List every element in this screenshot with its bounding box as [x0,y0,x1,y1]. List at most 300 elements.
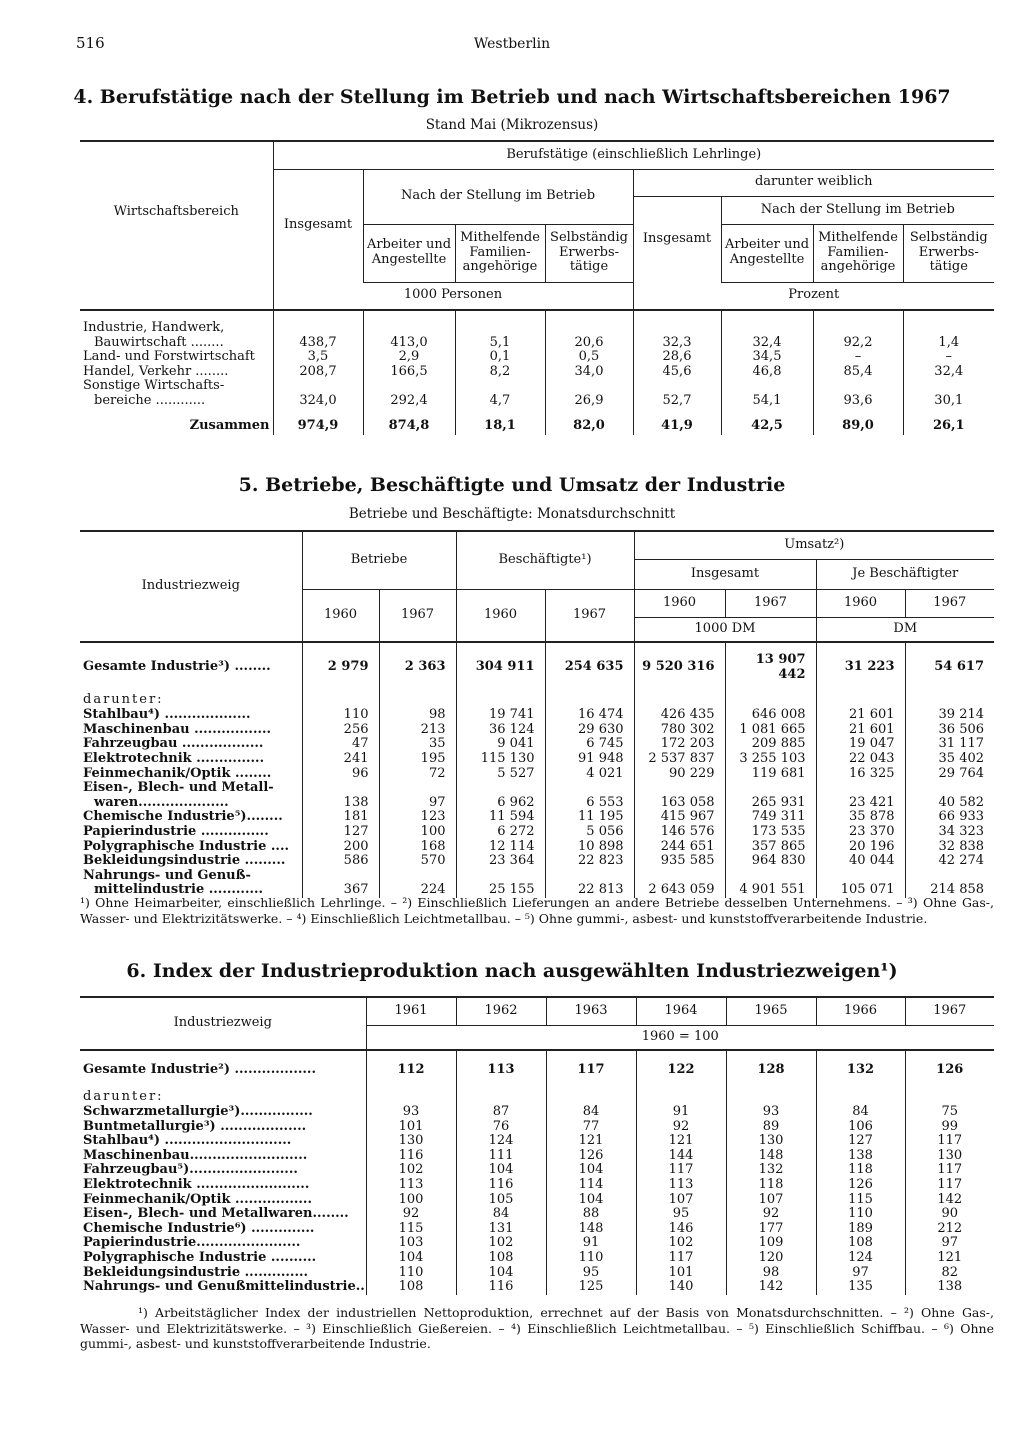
t4-empty-cell [633,321,721,336]
t5-header-year: 1960 [634,589,725,617]
t5-cell: 5 527 [456,767,545,782]
t5-cell: 265 931 [725,796,816,811]
t4-gap-cell [363,409,455,419]
t6-row-label: Eisen-, Blech- und Metallwaren........ [83,1207,349,1222]
t4-table-row [80,336,994,351]
t5-cell: 415 967 [634,810,725,825]
t5-table-row [80,767,994,782]
page-number: 516 [76,34,105,52]
t5-cell: 40 044 [816,854,905,869]
t6-total-row [80,1061,994,1079]
t6-empty-cell [366,1089,456,1105]
t4-table-row [80,394,994,409]
t5-cell: 34 323 [905,825,994,840]
t5-cell: 935 585 [634,854,725,869]
t4-empty-cell [545,321,633,336]
t6-cell: 93 [366,1105,456,1120]
t5-cell: 21 601 [816,708,905,723]
t5-cell: 23 364 [456,854,545,869]
t4-cell: 5,1 [455,336,545,351]
t6-table-row [80,1163,994,1178]
t4-header-insgesamt-w: Insgesamt [633,196,721,282]
t6-row-label: Nahrungs- und Genußmittelindustrie.. [83,1280,365,1295]
t6-row-label: Schwarzmetallurgie³)................ [83,1105,313,1119]
t5-cell [634,869,725,884]
t5-row-label: mittelindustrie ............ [94,883,264,898]
t6-cell: 177 [726,1222,816,1237]
t6-row-label: Bekleidungsindustrie .............. [83,1265,309,1280]
t5-cell: 36 506 [905,723,994,738]
t6-empty-cell [905,1089,994,1105]
t5-cell: 35 878 [816,810,905,825]
t4-row-label-line1: Industrie, Handwerk, [83,321,225,335]
t6-cell: 108 [366,1280,456,1295]
t6-cell: 104 [366,1251,456,1266]
t5-table-row [80,752,994,767]
t4-total-cell: 42,5 [721,419,813,435]
t5-cell: 25 155 [456,883,545,898]
t6-total-cell: 113 [456,1061,546,1079]
t5-empty-cell [456,692,545,708]
t4-header-arbeiter-w: Arbeiter und Angestellte [721,224,813,282]
t5-table-row [80,737,994,752]
t5-cell [302,781,379,796]
t6-cell: 140 [636,1280,726,1295]
t5-cell [379,781,456,796]
t5-header-year: 1967 [379,589,456,642]
t6-total-cell: 117 [546,1061,636,1079]
t6-cell: 109 [726,1236,816,1251]
t6-cell: 92 [636,1120,726,1135]
t5-cell: 224 [379,883,456,898]
t4-gap-cell [545,409,633,419]
t5-cell: 780 302 [634,723,725,738]
t4-unit-percent: Prozent [633,282,994,310]
t6-cell: 118 [726,1178,816,1193]
t5-row-label: Nahrungs- und Genuß- [83,868,251,883]
t6-cell: 146 [636,1222,726,1237]
t6-cell: 104 [456,1163,546,1178]
t5-gap-cell [545,682,634,692]
t6-cell: 126 [546,1149,636,1164]
t5-header-year: 1967 [545,589,634,642]
t6-table-row [80,1178,994,1193]
t5-table-row [80,854,994,869]
t5-row-label: Polygraphische Industrie .... [83,839,290,854]
t5-gap-cell [379,682,456,692]
t6-cell: 104 [546,1193,636,1208]
t6-cell: 101 [636,1266,726,1281]
t5-cell: 39 214 [905,708,994,723]
t4-empty-cell [903,379,994,394]
t6-table-row [80,1207,994,1222]
t4-cell: 54,1 [721,394,813,409]
t4-cell: 85,4 [813,365,903,380]
table4-title: 4. Berufstätige nach der Stellung im Betrieb und nach Wirtschaftsbereichen 1967 [73,86,951,108]
t5-cell: 42 274 [905,854,994,869]
t5-cell: 749 311 [725,810,816,825]
t5-cell: 119 681 [725,767,816,782]
t5-cell: 31 117 [905,737,994,752]
t6-total-cell: 122 [636,1061,726,1079]
t6-gap-cell [546,1079,636,1089]
t5-total-cell: 254 635 [545,653,634,682]
t6-cell: 104 [546,1163,636,1178]
t5-cell: 570 [379,854,456,869]
t5-table-row [80,796,994,811]
t5-darunter-row [80,692,994,708]
t5-cell: 47 [302,737,379,752]
t5-cell: 1 081 665 [725,723,816,738]
t6-cell: 125 [546,1280,636,1295]
t4-empty-cell [455,379,545,394]
t4-cell: 0,1 [455,350,545,365]
t6-empty-cell [636,1089,726,1105]
t5-cell: 105 071 [816,883,905,898]
t5-total-cell: 31 223 [816,653,905,682]
t4-cell: 20,6 [545,336,633,351]
t5-cell [545,781,634,796]
t6-cell: 102 [456,1236,546,1251]
t4-row-label-line2: bereiche ............ [94,393,206,408]
t6-cell: 97 [905,1236,994,1251]
t4-empty-cell [363,321,455,336]
t6-cell: 212 [905,1222,994,1237]
t6-total-cell: 112 [366,1061,456,1079]
t5-cell: 90 229 [634,767,725,782]
t5-cell: 3 255 103 [725,752,816,767]
t6-base: 1960 = 100 [366,1025,994,1050]
t5-gap-cell [725,682,816,692]
t5-row-label: waren.................... [94,795,229,810]
t5-cell: 6 553 [545,796,634,811]
running-head: Westberlin [473,36,551,52]
t4-cell: 0,5 [545,350,633,365]
t5-cell: 357 865 [725,840,816,855]
t5-gap [80,682,994,692]
t6-table-row [80,1280,994,1295]
t4-cell: 52,7 [633,394,721,409]
t5-row-label: Papierindustrie ............... [83,824,269,839]
t6-table-row [80,1105,994,1120]
t5-cell: 138 [302,796,379,811]
t6-gap-cell [80,1079,366,1089]
t6-table-row [80,1266,994,1281]
t5-table-row [80,869,994,884]
t6-cell: 92 [726,1207,816,1222]
t6-cell: 121 [636,1134,726,1149]
t6-cell: 115 [366,1222,456,1237]
t5-row-label: Stahlbau⁴) ................... [83,708,251,723]
t6-cell: 103 [366,1236,456,1251]
t5-cell: 16 325 [816,767,905,782]
t4-table-row [80,365,994,380]
t4-cell: 45,6 [633,365,721,380]
t4-cell: 32,4 [721,336,813,351]
t5-cell: 100 [379,825,456,840]
t6-row-label: Stahlbau⁴) ............................ [83,1134,292,1149]
t6-header-year: 1963 [546,997,636,1025]
t6-row-label: Feinmechanik/Optik ................. [83,1192,312,1207]
t5-header-year: 1960 [456,589,545,642]
t4-cell: 34,5 [721,350,813,365]
t6-cell: 110 [546,1251,636,1266]
t4-empty-cell [721,379,813,394]
t6-table-row [80,1120,994,1135]
t6-empty-cell [456,1089,546,1105]
t5-cell: 40 582 [905,796,994,811]
t6-header-year: 1967 [905,997,994,1025]
t5-cell: 426 435 [634,708,725,723]
t6-cell: 107 [636,1193,726,1208]
t5-cell: 72 [379,767,456,782]
t4-header-selbst: Selbständig Erwerbs-tätige [545,224,633,282]
t6-cell: 84 [816,1105,905,1120]
t5-cell: 19 741 [456,708,545,723]
t5-header-branch: Industriezweig [80,531,302,642]
t4-cell: 324,0 [273,394,363,409]
t5-total-row [80,653,994,682]
t6-cell: 98 [726,1266,816,1281]
t6-total-cell: 128 [726,1061,816,1079]
t4-header-selbst-w: Selbständig Erwerbs-tätige [903,224,994,282]
t5-unit-1000dm: 1000 DM [634,617,816,642]
t5-table-row [80,825,994,840]
t5-cell: 115 130 [456,752,545,767]
t5-header-betriebe: Betriebe [302,531,456,589]
t5-cell [545,869,634,884]
t6-cell: 124 [456,1134,546,1149]
table6 [80,996,994,1295]
t6-gap-cell [366,1079,456,1089]
t6-row-label: Maschinenbau.......................... [83,1148,308,1163]
t5-cell [905,781,994,796]
t4-row-label [80,321,994,336]
t6-gap-cell [905,1079,994,1089]
t4-empty-cell [545,379,633,394]
t5-cell: 29 764 [905,767,994,782]
t6-header-year: 1966 [816,997,905,1025]
t6-cell: 107 [726,1193,816,1208]
t5-cell: 16 474 [545,708,634,723]
t4-gap-cell [455,409,545,419]
t6-cell: 95 [636,1207,726,1222]
t5-cell: 6 962 [456,796,545,811]
t5-cell: 256 [302,723,379,738]
t6-row-label: Fahrzeugbau⁵)........................ [83,1163,298,1178]
t4-cell: 28,6 [633,350,721,365]
t4-unit-persons: 1000 Personen [273,282,633,310]
t6-row-label: Chemische Industrie⁶) .............. [83,1221,315,1236]
t5-cell: 123 [379,810,456,825]
t6-empty-cell [546,1089,636,1105]
t6-cell: 99 [905,1120,994,1135]
t4-total-cell: 874,8 [363,419,455,435]
t5-cell: 23 370 [816,825,905,840]
t5-cell: 6 745 [545,737,634,752]
t5-cell: 646 008 [725,708,816,723]
t6-cell: 90 [905,1207,994,1222]
t5-cell [905,869,994,884]
t4-gap [80,409,994,419]
t5-header-insgesamt: Insgesamt [634,559,816,589]
t4-cell: 26,9 [545,394,633,409]
t6-cell: 113 [366,1178,456,1193]
t5-total-cell: 9 520 316 [634,653,725,682]
t5-row-label: Eisen-, Blech- und Metall- [83,781,274,796]
t6-cell: 110 [366,1266,456,1281]
t6-cell: 95 [546,1266,636,1281]
t5-cell: 213 [379,723,456,738]
table5-footnote: ¹) Ohne Heimarbeiter, einschließlich Lehrlinge. – ²) Einschließlich Lieferungen an andere Betriebe desselben Unternehmens. – ³) Ohne Gas-, Wasser- und Elektrizitätswerke. – ⁴) Einschließlich Leichtmetallbau. – ⁵) Ohne gummi-, asbest- und kunststoffverarbeitende Industrie. [80,895,994,926]
t5-cell: 209 885 [725,737,816,752]
t6-cell: 132 [726,1163,816,1178]
t5-cell: 22 043 [816,752,905,767]
t6-total-cell: 132 [816,1061,905,1079]
t5-empty-cell [725,692,816,708]
t6-cell: 104 [456,1266,546,1281]
t5-empty-cell [302,692,379,708]
t5-empty-cell [634,692,725,708]
t6-cell: 108 [456,1251,546,1266]
t5-cell: 181 [302,810,379,825]
t6-cell: 130 [905,1149,994,1164]
t4-cell: 46,8 [721,365,813,380]
t5-cell: 367 [302,883,379,898]
t4-total-cell: 26,1 [903,419,994,435]
t4-cell: – [903,350,994,365]
t5-cell: 244 651 [634,840,725,855]
t4-gap-cell [903,409,994,419]
t5-row-label: Bekleidungsindustrie ......... [83,854,286,869]
t5-cell [634,781,725,796]
t5-gap-cell [302,682,379,692]
t4-gap-cell [721,409,813,419]
t4-total-label: Zusammen [189,418,270,434]
t6-header-year: 1964 [636,997,726,1025]
t4-cell: 93,6 [813,394,903,409]
t5-cell: 20 196 [816,840,905,855]
t4-empty-cell [455,321,545,336]
t5-cell: 96 [302,767,379,782]
t6-table-row [80,1251,994,1266]
t6-cell: 121 [546,1134,636,1149]
t4-header-arbeiter: Arbeiter und Angestellte [363,224,455,282]
t6-cell: 110 [816,1207,905,1222]
table5-title: 5. Betriebe, Beschäftigte und Umsatz der Industrie [238,474,786,496]
t6-row-label: Elektrotechnik ......................... [83,1177,310,1192]
t6-cell: 91 [636,1105,726,1120]
t5-cell: 110 [302,708,379,723]
t6-cell: 91 [546,1236,636,1251]
t5-cell: 173 535 [725,825,816,840]
t5-gap-cell [816,682,905,692]
t5-cell: 241 [302,752,379,767]
t6-cell: 77 [546,1120,636,1135]
table6-footnote: ¹) Arbeitstäglicher Index der industriellen Nettoproduktion, errechnet auf der Basis von Monatsdurchschnitten. – ²) Ohne Gas-, Wasser- und Elektrizitätswerke. – ³) Einschließlich Gießereien. – ⁴) Einschließlich Leichtmetallbau. – ⁵) Einschließlich Schiffbau. – ⁶) Ohne gummi-, asbest- und kunststoffverarbeitende Industrie. [80,1305,994,1351]
t4-cell: – [813,350,903,365]
t5-cell: 36 124 [456,723,545,738]
t5-cell: 35 [379,737,456,752]
t5-header-year: 1967 [725,589,816,617]
t6-cell: 106 [816,1120,905,1135]
t4-gap-cell [80,409,273,419]
t5-table-row [80,723,994,738]
t4-empty-cell [273,379,363,394]
t4-cell: 30,1 [903,394,994,409]
t4-gap-cell [633,409,721,419]
t5-cell: 195 [379,752,456,767]
t6-table-row [80,1222,994,1237]
t6-cell: 142 [905,1193,994,1208]
t4-empty-cell [813,321,903,336]
t6-empty-cell [816,1089,905,1105]
t6-cell: 117 [905,1163,994,1178]
t6-cell: 135 [816,1280,905,1295]
t6-cell: 97 [816,1266,905,1281]
t6-cell: 148 [726,1149,816,1164]
t6-table-row [80,1134,994,1149]
t4-total-cell: 18,1 [455,419,545,435]
t4-cell: 32,4 [903,365,994,380]
t6-cell: 82 [905,1266,994,1281]
t6-total-label: Gesamte Industrie²) .................. [83,1061,316,1077]
t4-total-row [80,419,994,435]
t6-cell: 93 [726,1105,816,1120]
t5-table-row [80,781,994,796]
t5-cell: 168 [379,840,456,855]
table4 [80,140,994,435]
t6-cell: 120 [726,1251,816,1266]
t6-cell: 100 [366,1193,456,1208]
t5-table-row [80,810,994,825]
t4-cell: 34,0 [545,365,633,380]
t4-header-berufstaetige: Berufstätige (einschließlich Lehrlinge) [273,141,994,169]
t5-cell: 66 933 [905,810,994,825]
t4-empty-cell [813,379,903,394]
t4-cell: 1,4 [903,336,994,351]
t5-row-label: Fahrzeugbau .................. [83,737,264,752]
t4-cell: 3,5 [273,350,363,365]
t5-empty-cell [905,692,994,708]
t4-cell: 438,7 [273,336,363,351]
t5-total-cell: 304 911 [456,653,545,682]
t6-cell: 118 [816,1163,905,1178]
t6-header-year: 1962 [456,997,546,1025]
t4-empty-cell [633,379,721,394]
t5-total-cell: 54 617 [905,653,994,682]
t5-darunter: darunter: [83,692,164,707]
t4-total-cell: 89,0 [813,419,903,435]
t6-header-year: 1961 [366,997,456,1025]
t4-empty-cell [903,321,994,336]
t5-gap-cell [80,682,302,692]
t6-cell: 108 [816,1236,905,1251]
t6-cell: 144 [636,1149,726,1164]
t6-cell: 105 [456,1193,546,1208]
t4-total-cell: 82,0 [545,419,633,435]
t4-gap-cell [813,409,903,419]
t4-cell: 8,2 [455,365,545,380]
t6-cell: 117 [636,1251,726,1266]
t5-row-label: Elektrotechnik ............... [83,751,265,766]
t4-row-label-line1: Sonstige Wirtschafts- [83,379,225,394]
t6-row-label: Papierindustrie....................... [83,1236,301,1251]
t5-cell [816,781,905,796]
t6-cell: 148 [546,1222,636,1237]
t4-cell: 2,9 [363,350,455,365]
t4-cell: 166,5 [363,365,455,380]
